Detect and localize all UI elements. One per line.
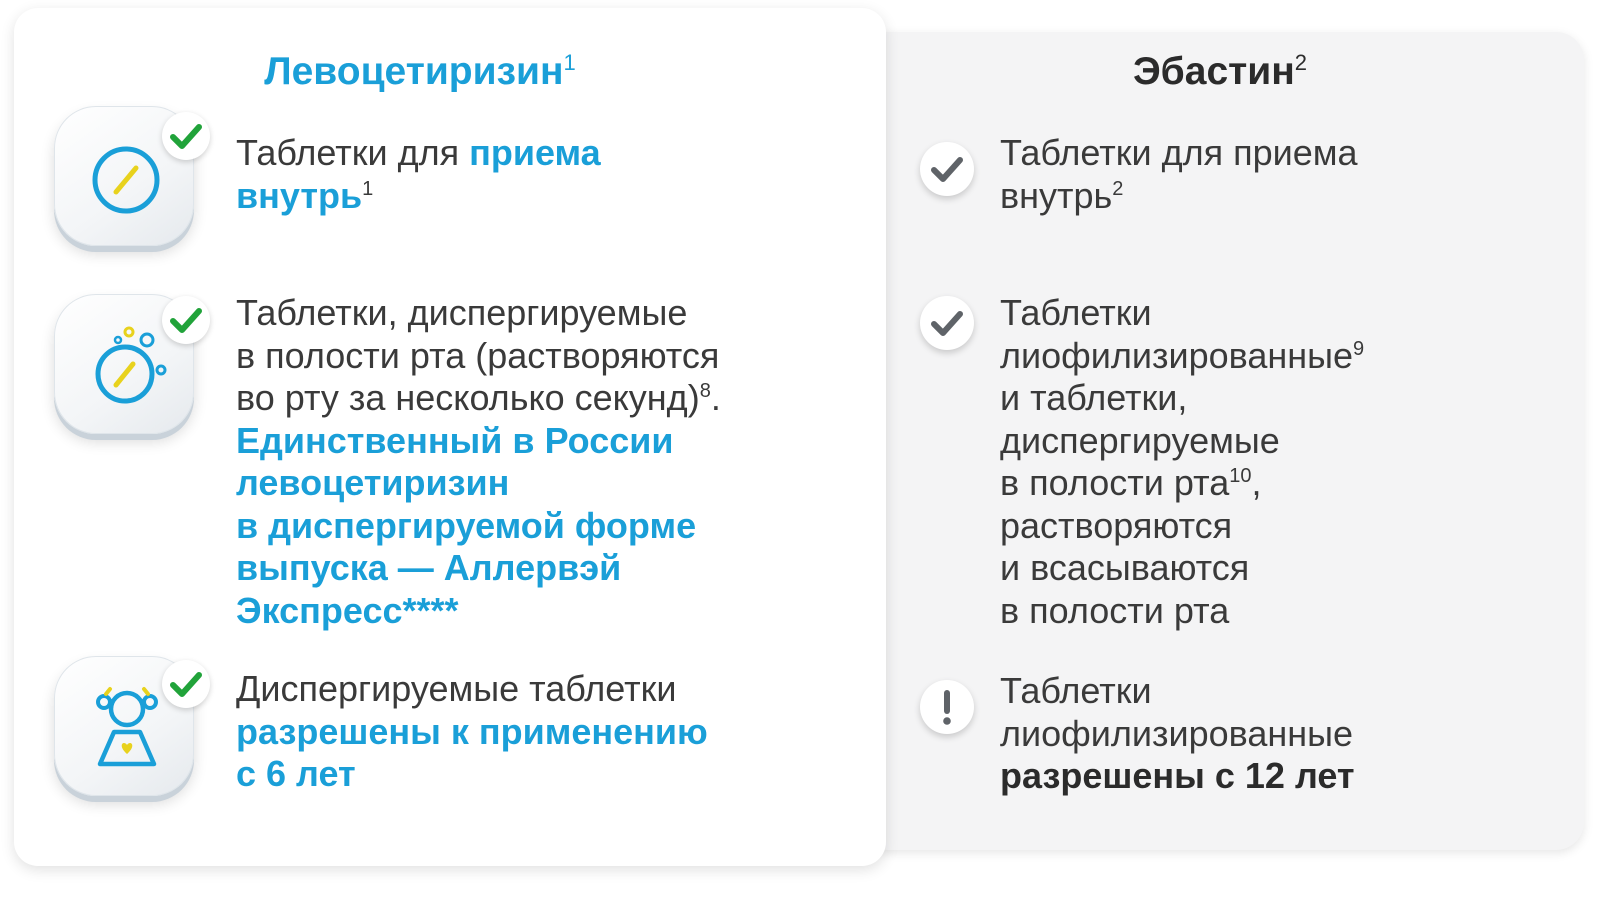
text-line bbox=[1000, 670, 1355, 713]
ebastine-title bbox=[1010, 50, 1430, 94]
text-segment: Таблетки для приема bbox=[1000, 132, 1358, 173]
emphasis-segment: разрешены с 12 лет bbox=[1000, 755, 1355, 796]
text-line bbox=[236, 668, 708, 711]
text-line bbox=[1000, 505, 1364, 548]
text-line bbox=[1000, 713, 1355, 756]
text-line bbox=[1000, 420, 1364, 463]
check-icon bbox=[162, 112, 210, 160]
footnote-ref: 8 bbox=[699, 380, 711, 402]
text-line bbox=[1000, 132, 1358, 175]
text-segment: растворяются bbox=[1000, 504, 1233, 546]
ebastine-title-text: Эбастин bbox=[1132, 50, 1295, 93]
text-line bbox=[1000, 377, 1364, 420]
text-line bbox=[236, 547, 721, 590]
highlight-segment: левоцетиризин bbox=[236, 462, 510, 503]
levocetirizine-title-text: Левоцетиризин bbox=[264, 50, 564, 93]
text-segment: . bbox=[710, 377, 721, 418]
text-line bbox=[1000, 292, 1364, 335]
text-segment: в полости рта bbox=[1000, 589, 1230, 631]
levocetirizine-item-3-text bbox=[236, 668, 708, 796]
text-segment: и таблетки, bbox=[1000, 377, 1188, 418]
gray-check-icon bbox=[920, 296, 974, 350]
levocetirizine-item-1-text bbox=[236, 132, 601, 217]
footnote-ref: 2 bbox=[1112, 177, 1124, 200]
ebastine-item-2-text bbox=[1000, 292, 1364, 632]
ebastine-item-1-text bbox=[1000, 132, 1358, 217]
ebastine-item-3-text bbox=[1000, 670, 1355, 798]
highlight-segment: в диспергируемой форме bbox=[236, 504, 697, 546]
text-line bbox=[236, 711, 708, 754]
text-line bbox=[1000, 547, 1364, 590]
text-line bbox=[236, 590, 721, 633]
exclamation-icon bbox=[920, 680, 974, 734]
text-line bbox=[236, 175, 601, 218]
check-icon bbox=[162, 296, 210, 344]
text-segment: и всасываются bbox=[1000, 547, 1250, 588]
highlight-segment: выпуска — Аллервэй bbox=[236, 547, 622, 588]
text-line bbox=[236, 292, 721, 335]
highlight-segment: внутрь bbox=[236, 174, 363, 216]
text-segment: Диспергируемые таблетки bbox=[236, 668, 677, 709]
text-segment: внутрь bbox=[1000, 174, 1113, 216]
text-line bbox=[236, 377, 721, 420]
text-segment: диспергируемые bbox=[1000, 419, 1280, 461]
green-check-badge-1 bbox=[162, 112, 210, 160]
text-segment: во рту за несколько секунд) bbox=[236, 377, 700, 418]
gray-check-icon bbox=[920, 142, 974, 196]
warning-badge bbox=[920, 680, 974, 734]
text-segment: лиофилизированные bbox=[1000, 334, 1354, 376]
text-line bbox=[1000, 462, 1364, 505]
text-line bbox=[236, 462, 721, 505]
highlight-segment: разрешены к применению bbox=[236, 710, 708, 752]
footnote-ref: 10 bbox=[1229, 465, 1252, 487]
text-line bbox=[236, 753, 708, 796]
text-line bbox=[1000, 590, 1364, 633]
text-segment: в полости рта bbox=[1000, 462, 1230, 503]
gray-check-badge-1 bbox=[920, 142, 974, 196]
text-line bbox=[236, 132, 601, 175]
ebastine-title-footnote: 2 bbox=[1294, 50, 1308, 75]
highlight-segment: Единственный в России bbox=[236, 419, 674, 461]
levocetirizine-item-2-text bbox=[236, 292, 721, 632]
text-line bbox=[1000, 755, 1355, 798]
footnote-ref: 1 bbox=[362, 177, 374, 200]
footnote-ref: 9 bbox=[1353, 337, 1365, 360]
text-segment: Таблетки bbox=[1000, 670, 1152, 711]
text-line bbox=[1000, 175, 1358, 218]
green-check-badge-2 bbox=[162, 296, 210, 344]
text-line bbox=[1000, 335, 1364, 378]
text-line bbox=[236, 505, 721, 548]
levocetirizine-title-footnote: 1 bbox=[563, 50, 576, 75]
text-segment: Таблетки bbox=[1000, 292, 1152, 333]
gray-check-badge-2 bbox=[920, 296, 974, 350]
text-line bbox=[236, 335, 721, 378]
levocetirizine-title bbox=[220, 50, 620, 94]
text-line bbox=[236, 420, 721, 463]
text-segment: Таблетки для bbox=[236, 132, 470, 173]
check-icon bbox=[162, 660, 210, 708]
highlight-segment: с 6 лет bbox=[236, 753, 356, 794]
text-segment: в полости рта (растворяются bbox=[236, 334, 720, 376]
text-segment: лиофилизированные bbox=[1000, 712, 1354, 754]
highlight-segment: Экспресс**** bbox=[236, 589, 459, 631]
text-segment: , bbox=[1251, 462, 1262, 503]
highlight-segment: приема bbox=[469, 132, 601, 173]
text-segment: Таблетки, диспергируемые bbox=[236, 292, 688, 333]
green-check-badge-3 bbox=[162, 660, 210, 708]
